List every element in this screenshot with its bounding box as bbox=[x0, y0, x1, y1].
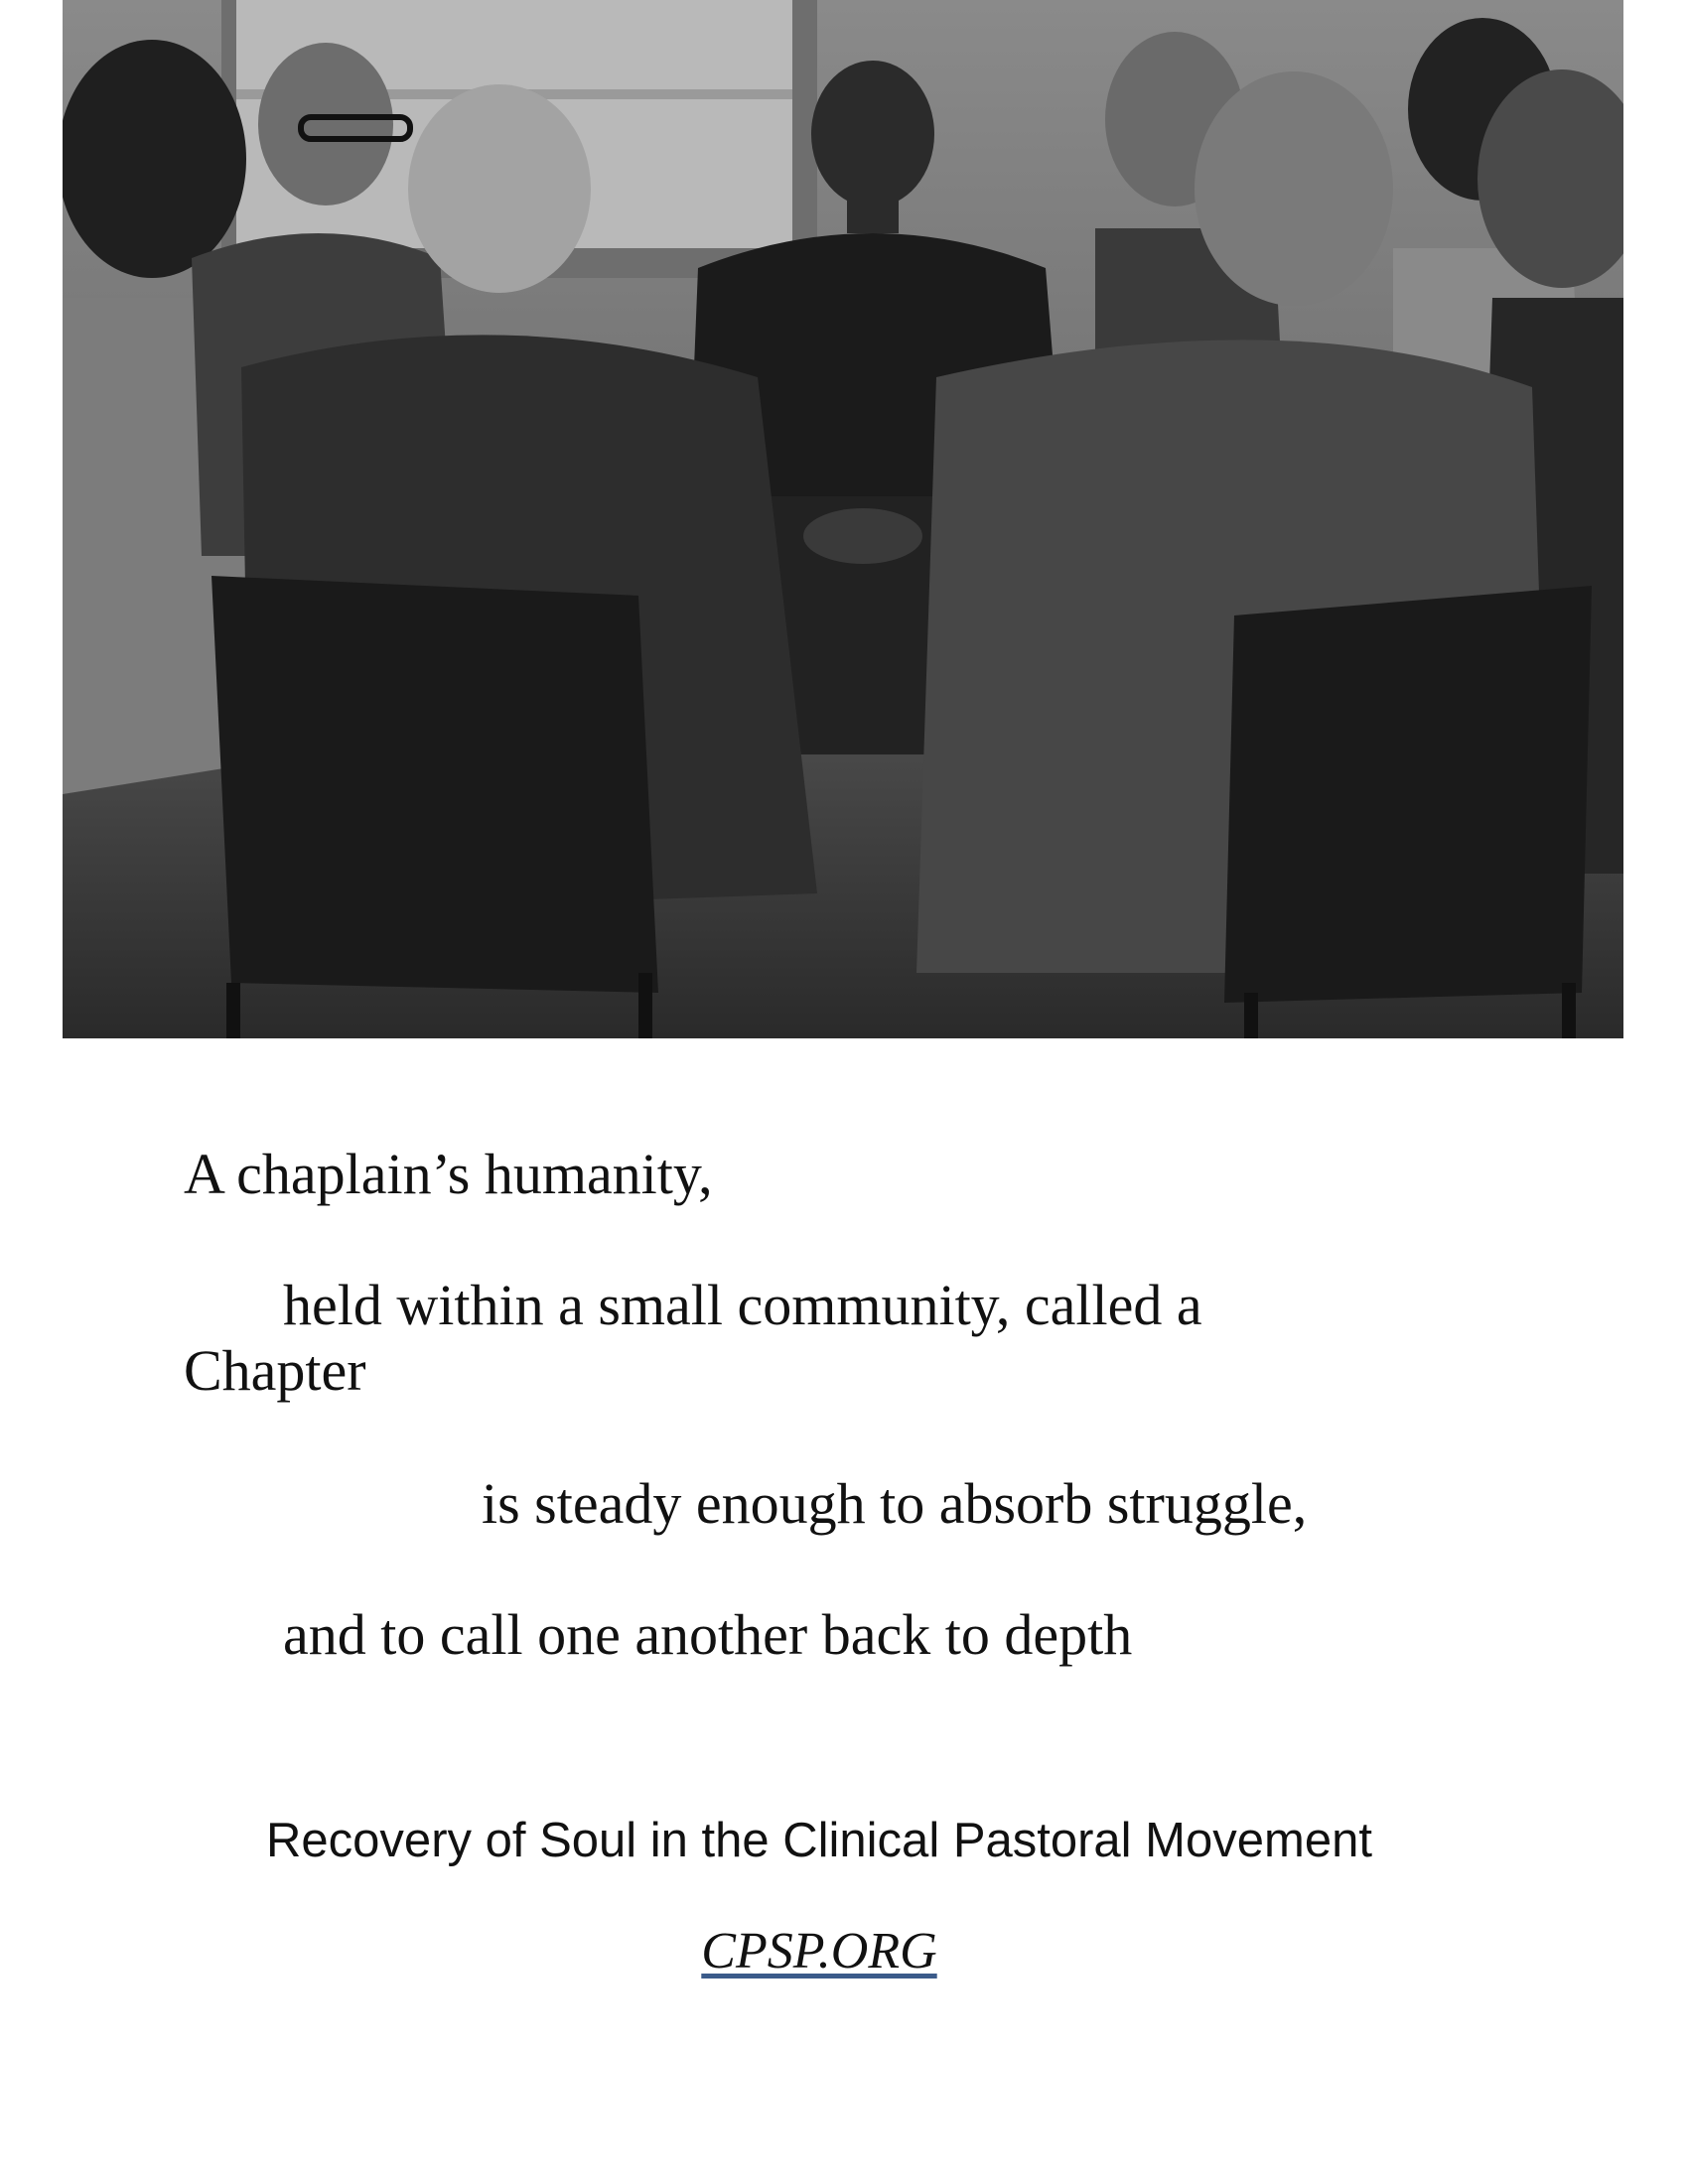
poem-line-1: A chaplain’s humanity, bbox=[184, 1142, 713, 1206]
cpsp-link[interactable]: CPSP.ORG bbox=[701, 1923, 937, 1979]
poem-line-5: and to call one another back to depth bbox=[283, 1602, 1133, 1667]
site-link-container bbox=[0, 1922, 1638, 1981]
photo-illustration bbox=[63, 0, 1623, 1038]
group-circle-photo bbox=[63, 0, 1623, 1038]
poem-line-3: Chapter bbox=[184, 1338, 366, 1403]
poem-line-2: held within a small community, called a bbox=[283, 1273, 1202, 1337]
poem-line-4: is steady enough to absorb struggle, bbox=[482, 1471, 1308, 1536]
movement-subtitle: Recovery of Soul in the Clinical Pastoral Movement bbox=[266, 1814, 1372, 1867]
